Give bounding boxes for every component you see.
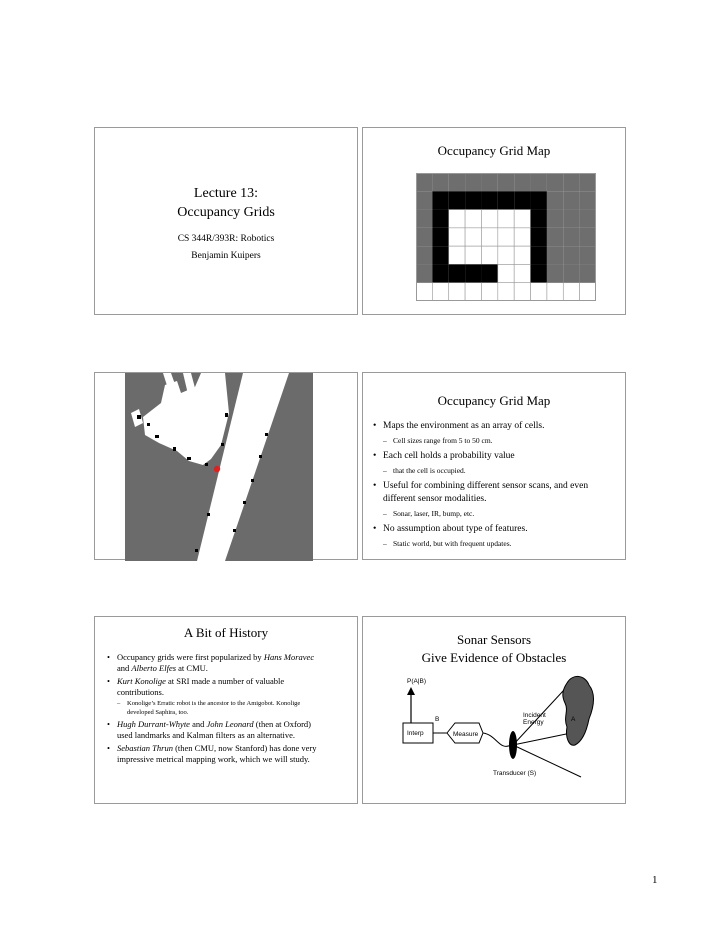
cone-axis — [513, 733, 571, 745]
grid-cell — [547, 246, 563, 264]
bullet-text: (then CMU, now Stanford) has done very impressive metrical mapping work, which we will study. — [117, 743, 317, 764]
bullet-item: • Useful for combining different sensor scans, and even different sensor modalities. — [373, 480, 618, 506]
grid-cell — [531, 283, 547, 301]
grid-cell — [580, 173, 596, 191]
slide-title — [363, 631, 625, 667]
grid-cell — [416, 210, 432, 228]
slide-title: A Bit of History — [183, 625, 269, 640]
grid-cell — [481, 228, 497, 246]
grid-cell — [531, 173, 547, 191]
person-name: Kurt Konolige — [117, 676, 166, 686]
grid-cell — [449, 283, 465, 301]
grid-cell — [416, 246, 432, 264]
grid-cell — [514, 228, 530, 246]
grid-cell — [580, 264, 596, 282]
grid-cell — [432, 264, 448, 282]
grid-cell — [580, 246, 596, 264]
grid-cell — [449, 191, 465, 209]
grid-cell — [416, 173, 432, 191]
grid-cell — [531, 210, 547, 228]
lecture-topic: Occupancy Grids — [177, 205, 275, 220]
grid-cell — [416, 191, 432, 209]
grid-cell — [563, 191, 579, 209]
grid-cell — [563, 210, 579, 228]
grid-cell — [514, 191, 530, 209]
arrow-head-icon — [407, 687, 415, 695]
grid-cell — [416, 228, 432, 246]
bullet-text: at CMU. — [176, 663, 208, 673]
grid-cell — [465, 264, 481, 282]
grid-cell — [531, 264, 547, 282]
grid-cell — [481, 173, 497, 191]
grid-cell — [432, 210, 448, 228]
slide-history — [94, 616, 358, 804]
interp-label: Interp — [407, 730, 424, 737]
grid-cell — [481, 264, 497, 282]
bullet-item: • Maps the environment as an array of cells. — [373, 420, 618, 433]
grid-cell — [449, 210, 465, 228]
grid-cell — [547, 210, 563, 228]
bullet-text: Occupancy grids were first popularized by — [117, 652, 264, 662]
lecture-title — [95, 184, 357, 222]
obstacle-icon — [563, 676, 594, 745]
bullet-item: • No assumption about type of features. — [373, 523, 618, 536]
bullet-text: at SRI made a number of valuable contributions. — [117, 676, 285, 697]
course-name: CS 344R/393R: Robotics — [177, 234, 275, 244]
slide-sonar-sensors — [362, 616, 626, 804]
bullet-item — [107, 676, 322, 698]
author-name: Benjamin Kuipers — [191, 251, 261, 261]
grid-cell — [432, 228, 448, 246]
bullet-text: and — [189, 719, 207, 729]
sub-bullet-item: – Static world, but with frequent updates. — [373, 539, 618, 549]
grid-cell — [547, 191, 563, 209]
energy-label: Energy — [523, 719, 544, 726]
grid-cell — [432, 173, 448, 191]
grid-cell — [514, 246, 530, 264]
grid-cell — [416, 264, 432, 282]
slide-title-lecture — [94, 127, 358, 315]
slide-title: Occupancy Grid Map — [437, 393, 551, 408]
sonar-diagram — [371, 665, 611, 800]
grid-cell — [563, 283, 579, 301]
grid-cell — [531, 191, 547, 209]
grid-cell — [449, 173, 465, 191]
person-name: John Leonard — [206, 719, 254, 729]
slide-occupancy-grid-diagram — [362, 127, 626, 315]
sub-bullet-item: – Sonar, laser, IR, bump, etc. — [373, 509, 618, 519]
grid-cell — [465, 246, 481, 264]
transducer-label: Transducer (S) — [493, 770, 537, 777]
grid-cell — [432, 246, 448, 264]
title-line: Sonar Sensors — [456, 632, 532, 647]
grid-cell — [514, 264, 530, 282]
bullet-list — [107, 650, 322, 765]
sub-bullet-item: – that the cell is occupied. — [373, 466, 618, 476]
grid-cell — [514, 173, 530, 191]
laser-occupancy-map-image — [125, 373, 313, 561]
slide-occupancy-grid-text — [362, 372, 626, 560]
grid-cell — [432, 191, 448, 209]
grid-cell — [514, 210, 530, 228]
bullet-text: and — [117, 663, 132, 673]
grid-cell — [465, 228, 481, 246]
grid-cell — [498, 173, 514, 191]
measure-label: Measure — [453, 731, 479, 738]
sub-bullet-item: – Konolige’s Erratic robot is the ancestor to the Amigobot. Konolige developed Saphira, too. — [107, 699, 322, 717]
grid-cell — [449, 246, 465, 264]
grid-cell — [465, 173, 481, 191]
grid-cell — [580, 210, 596, 228]
grid-cell — [531, 228, 547, 246]
bullet-item: • Each cell holds a probability value — [373, 450, 618, 463]
grid-cell — [432, 283, 448, 301]
grid-cell — [580, 283, 596, 301]
a-label: A — [571, 716, 576, 723]
grid-cell — [498, 283, 514, 301]
grid-cell — [498, 210, 514, 228]
person-name: Alberto Elfes — [131, 663, 177, 673]
title-line: Give Evidence of Obstacles — [421, 650, 567, 665]
grid-cell — [481, 246, 497, 264]
grid-cell — [481, 283, 497, 301]
grid-cell — [547, 264, 563, 282]
bullet-item — [107, 743, 322, 765]
grid-cell — [563, 246, 579, 264]
grid-cell — [547, 228, 563, 246]
bullet-text: (then at Oxford) used landmarks and Kalman filters as an alternative. — [117, 719, 311, 740]
grid-cell — [481, 210, 497, 228]
grid-cell — [498, 228, 514, 246]
p-label: P(A|B) — [407, 678, 427, 685]
slide-laser-map — [94, 372, 358, 560]
grid-cell — [531, 246, 547, 264]
sub-bullet-item: – Cell sizes range from 5 to 50 cm. — [373, 436, 618, 446]
page-number: 1 — [652, 874, 658, 886]
grid-cell — [449, 228, 465, 246]
grid-cell — [563, 228, 579, 246]
grid-cell — [580, 191, 596, 209]
grid-cell — [481, 191, 497, 209]
grid-cell — [498, 246, 514, 264]
b-label: B — [435, 716, 440, 723]
grid-cell — [416, 283, 432, 301]
bullet-list — [373, 416, 618, 549]
person-name: Sebastian Thrun — [117, 743, 173, 753]
person-name: Hans Moravec — [263, 652, 315, 662]
occupancy-grid-figure — [416, 173, 596, 301]
cable-line — [483, 733, 511, 746]
grid-cell — [563, 264, 579, 282]
grid-cell — [547, 173, 563, 191]
grid-cell — [465, 191, 481, 209]
person-name: Hugh Durrant-Whyte — [117, 719, 190, 729]
lecture-number: Lecture 13: — [193, 186, 259, 201]
grid-cell — [580, 228, 596, 246]
grid-cell — [498, 191, 514, 209]
grid-cell — [563, 173, 579, 191]
bullet-item — [107, 652, 322, 674]
grid-cell — [498, 264, 514, 282]
grid-cell — [449, 264, 465, 282]
grid-cell — [514, 283, 530, 301]
incident-label: Incident — [523, 712, 546, 719]
grid-cell — [465, 210, 481, 228]
grid-cell — [465, 283, 481, 301]
slide-title: Occupancy Grid Map — [437, 143, 551, 158]
grid-cell — [547, 283, 563, 301]
bullet-item — [107, 719, 322, 741]
